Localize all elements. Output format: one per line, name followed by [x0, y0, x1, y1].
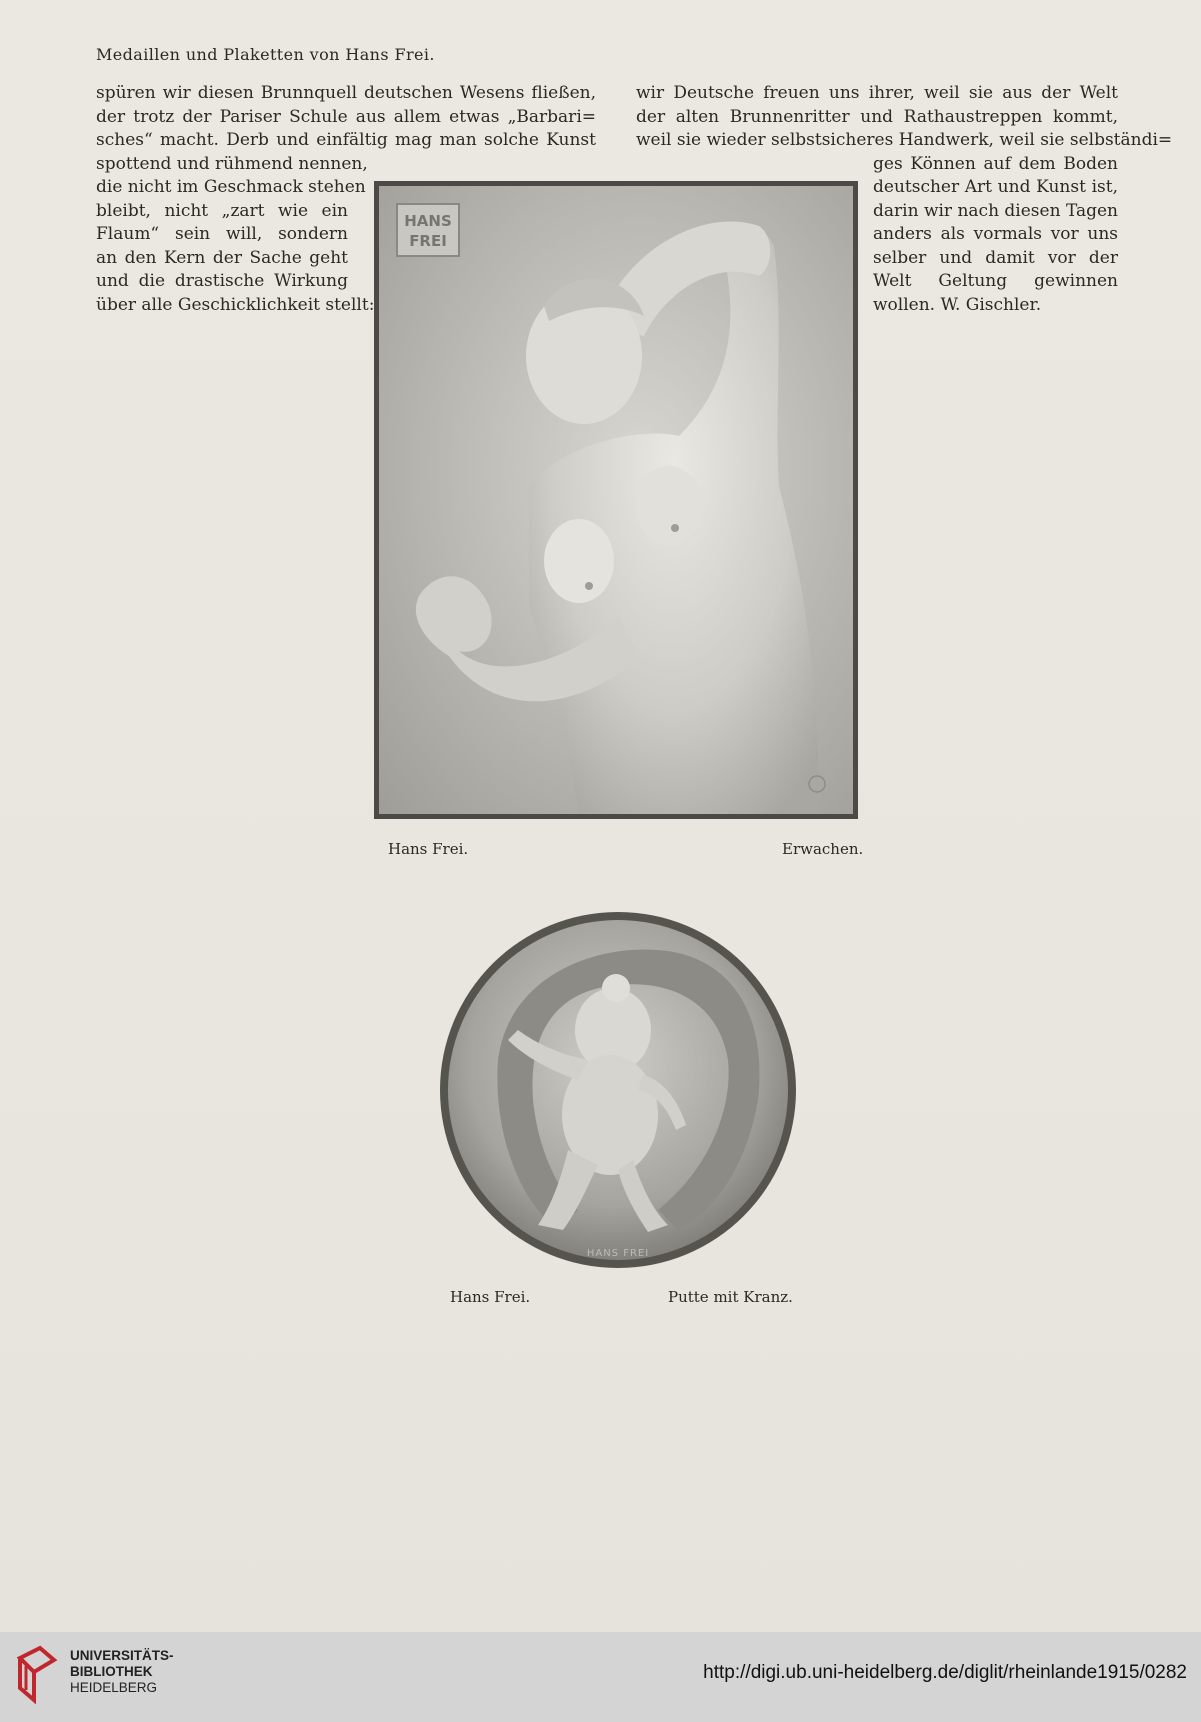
- text-line: die nicht im Geschmack stehen: [96, 177, 366, 197]
- text-line: spüren wir diesen Brunnquell deutschen Wesens fließen,: [96, 83, 596, 103]
- running-header: Medaillen und Plaketten von Hans Frei.: [96, 45, 435, 64]
- text-line: bleibt, nicht „zart wie ein: [96, 200, 348, 221]
- library-name-line: HEIDELBERG: [70, 1680, 158, 1695]
- text-line: weil sie wieder selbstsicheres Handwerk, weil sie selbständi=: [636, 130, 1173, 150]
- source-url-link[interactable]: http://digi.ub.uni-heidelberg.de/diglit/rheinlande1915/0282: [703, 1662, 1187, 1683]
- text-line: wollen. W. Gischler.: [873, 294, 1042, 315]
- text-line: anders als vormals vor uns: [873, 224, 1118, 244]
- text-line: sches“ macht. Derb und einfältig mag man solche Kunst: [96, 130, 596, 150]
- medal-inscription: HANS FREI: [586, 1248, 650, 1259]
- relief-figure-illustration: [379, 186, 853, 814]
- text-line: Flaum“ sein will, sondern: [96, 224, 348, 244]
- svg-text:FREI: FREI: [409, 232, 447, 250]
- plaque-erwachen-image: [374, 181, 858, 819]
- text-line: darin wir nach diesen Tagen: [873, 200, 1118, 221]
- library-footer-bar: [0, 1632, 1201, 1722]
- text-line: der trotz der Pariser Schule aus allem etwas „Barbari=: [96, 106, 596, 127]
- text-line: über alle Geschicklichkeit stellt:: [96, 294, 375, 315]
- figure2-artist-caption: Hans Frei.: [450, 1288, 531, 1306]
- text-line: deutscher Art und Kunst ist,: [873, 177, 1118, 197]
- text-line: an den Kern der Sache geht: [96, 247, 348, 268]
- library-name: [70, 1648, 174, 1696]
- library-name-line: BIBLIOTHEK: [70, 1664, 153, 1679]
- text-line: selber und damit vor der: [873, 247, 1118, 268]
- medal-putte-mit-kranz-image: [438, 910, 798, 1270]
- library-name-line: UNIVERSITÄTS-: [70, 1648, 174, 1663]
- text-line: spottend und rühmend nennen,: [96, 153, 368, 174]
- text-line: und die drastische Wirkung: [96, 271, 348, 291]
- university-library-logo-icon: [12, 1644, 62, 1708]
- text-line: der alten Brunnenritter und Rathaustreppen kommt,: [636, 106, 1118, 127]
- figure1-artist-caption: Hans Frei.: [388, 840, 469, 858]
- figure2-title-caption: Putte mit Kranz.: [668, 1288, 793, 1306]
- text-line: ges Können auf dem Boden: [873, 153, 1118, 174]
- figure1-title-caption: Erwachen.: [782, 840, 864, 858]
- text-line: wir Deutsche freuen uns ihrer, weil sie aus der Welt: [636, 83, 1118, 103]
- text-line: Welt Geltung gewinnen: [873, 271, 1118, 291]
- svg-text:HANS: HANS: [404, 212, 452, 230]
